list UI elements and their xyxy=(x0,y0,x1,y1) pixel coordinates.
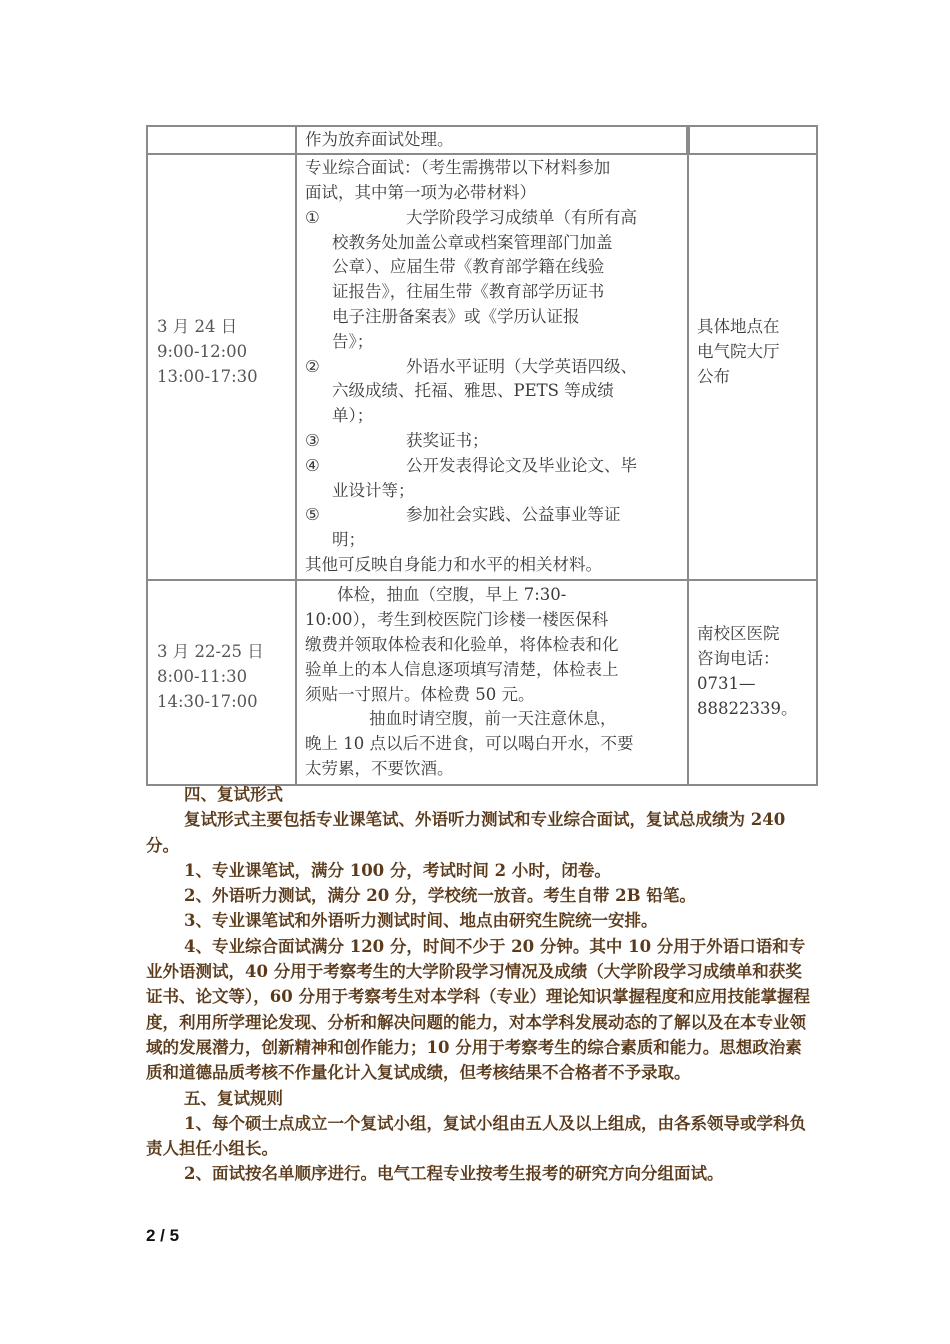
exam-line: 晚上 10 点以后不进食，可以喝白开水，不要 xyxy=(305,734,634,754)
location-cell xyxy=(688,126,817,154)
location-line: 南校区医院 xyxy=(697,623,780,643)
content-cell xyxy=(296,126,688,154)
location-line: 0731— xyxy=(697,673,756,693)
item-line: 明； xyxy=(332,530,365,550)
schedule-table xyxy=(146,125,818,786)
closing-line: 其他可反映自身能力和水平的相关材料。 xyxy=(305,554,602,574)
paragraph: 1、每个硕士点成立一个复试小组，复试小组由五人及以上组成，由各系领导或学科负责人担任小组长。 xyxy=(146,1113,806,1159)
paragraph: 2、面试按名单顺序进行。电气工程专业按考生报考的研究方向分组面试。 xyxy=(184,1164,724,1184)
paragraph: 4、专业综合面试满分 120 分，时间不少于 20 分钟。其中 10 分用于外语口语和专业外语测试，40 分用于考察考生的大学阶段学习情况及成绩（大学阶段学习成绩单和获奖证书、论文等），60 分用于考察考生对本学科（专业）理论知识掌握程度和应用技能掌握程度，利用所学理论发现、分析和解决问题的能力，对本学科发展动态的了解以及在本专业领域的发展潜力，创新精神和创作能力；10 分用于考察考生的综合素质和能力。思想政治素质和道德品质考核不作量化计入复试成绩，但考核结果不合格者不予录取。 xyxy=(146,936,810,1083)
item-line: 大学阶段学习成绩单（有所有高 xyxy=(406,207,637,227)
material-item xyxy=(305,503,681,553)
item-line: 公章）、应届生带《教育部学籍在线验 xyxy=(332,257,605,277)
item-line: 获奖证书； xyxy=(406,430,489,450)
location-line: 公布 xyxy=(697,366,730,386)
item-line: 电子注册备案表》或《学历认证报 xyxy=(332,307,580,326)
item-line: 外语水平证明（大学英语四级、 xyxy=(406,356,637,376)
exam-line: 10:00），考生到校医院门诊楼一楼医保科 xyxy=(305,610,609,630)
item-line: 公开发表得论文及毕业论文、毕 xyxy=(406,455,637,475)
time-line: 8:00-11:30 xyxy=(157,667,248,686)
intro-line: 专业综合面试：（考生需携带以下材料参加 xyxy=(305,158,611,178)
item-number: ① xyxy=(305,207,320,227)
material-item xyxy=(305,355,681,429)
paragraph: 2、外语听力测试，满分 20 分，学校统一放音。考生自带 2B 铅笔。 xyxy=(184,886,696,906)
paragraph: 1、专业课笔试，满分 100 分，考试时间 2 小时，闭卷。 xyxy=(184,860,611,880)
item-line: 单）； xyxy=(332,406,374,426)
page-number: 2 / 5 xyxy=(146,1226,180,1245)
time-cell xyxy=(147,580,296,785)
location-cell xyxy=(688,580,817,785)
material-item xyxy=(305,454,681,504)
paragraph: 3、专业课笔试和外语听力测试时间、地点由研究生院统一安排。 xyxy=(184,911,658,931)
section-heading: 五、复试规则 xyxy=(184,1088,283,1108)
exam-line: 须贴一寸照片。体检费 50 元。 xyxy=(305,684,535,704)
table-row xyxy=(147,580,817,785)
body-text xyxy=(146,782,810,1187)
intro-line: 面试，其中第一项为必带材料） xyxy=(305,183,536,203)
item-number: ④ xyxy=(305,455,320,475)
time-line: 3 月 24 日 xyxy=(157,316,238,336)
content-cell xyxy=(296,154,688,580)
location-line: 具体地点在 xyxy=(697,316,780,336)
item-number: ② xyxy=(305,356,320,376)
material-item xyxy=(305,206,681,355)
paragraph: 复试形式主要包括专业课笔试、外语听力测试和专业综合面试，复试总成绩为 240 分。 xyxy=(146,810,786,855)
time-cell xyxy=(147,126,296,154)
item-line: 告》； xyxy=(332,331,374,351)
item-line: 业设计等； xyxy=(332,480,415,500)
time-line: 3 月 22-25 日 xyxy=(157,642,264,661)
location-line: 88822339。 xyxy=(697,698,798,718)
time-line: 14:30-17:00 xyxy=(157,692,258,711)
row1-detail: 作为放弃面试处理。 xyxy=(305,129,454,149)
exam-line: 体检，抽血（空腹，早上 7:30- xyxy=(337,585,567,605)
material-item xyxy=(305,429,681,454)
item-line: 校教务处加盖公章或档案管理部门加盖 xyxy=(332,232,613,252)
table-row xyxy=(147,126,817,154)
exam-line: 抽血时请空腹，前一天注意休息， xyxy=(369,709,617,729)
item-line: 证报告》，往届生带《教育部学历证书 xyxy=(332,282,605,302)
content-cell xyxy=(296,580,688,785)
exam-line: 太劳累，不要饮酒。 xyxy=(305,758,454,778)
time-cell xyxy=(147,154,296,580)
table-row xyxy=(147,154,817,580)
location-line: 电气院大厅 xyxy=(697,341,780,361)
exam-line: 验单上的本人信息逐项填写清楚，体检表上 xyxy=(305,659,619,679)
section-heading: 四、复试形式 xyxy=(184,785,283,804)
item-line: 六级成绩、托福、雅思、PETS 等成绩 xyxy=(332,381,614,401)
location-cell xyxy=(688,154,817,580)
time-line: 9:00-12:00 xyxy=(157,341,248,361)
item-line: 参加社会实践、公益事业等证 xyxy=(406,505,621,525)
item-number: ③ xyxy=(305,430,320,450)
time-line: 13:00-17:30 xyxy=(157,366,258,386)
item-number: ⑤ xyxy=(305,505,320,525)
location-line: 咨询电话： xyxy=(697,648,780,668)
exam-line: 缴费并领取体检表和化验单，将体检表和化 xyxy=(305,634,619,654)
